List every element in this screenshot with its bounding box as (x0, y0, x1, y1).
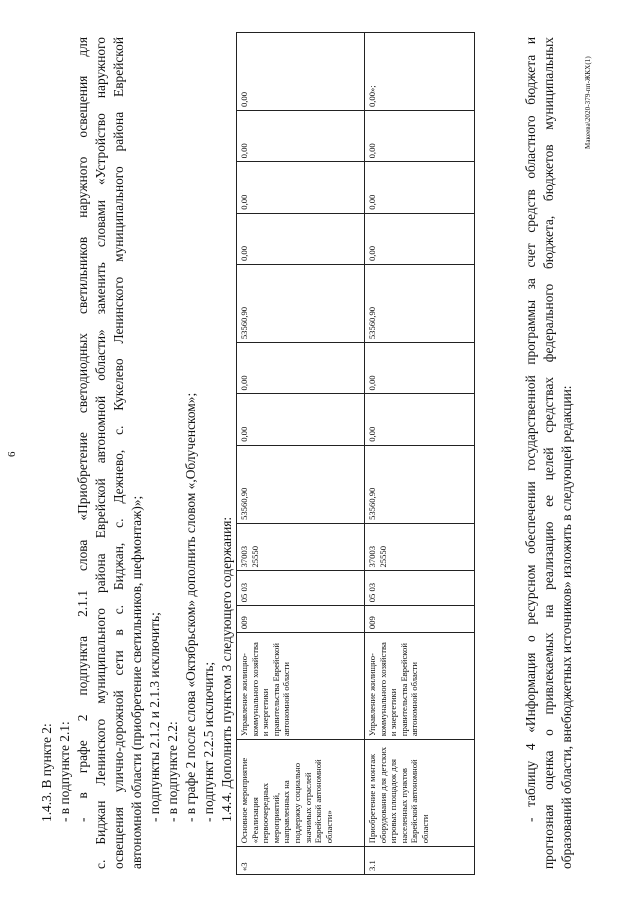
para-table4-line-1: - таблицу 4 «Информация о ресурсном обеспечении государственной программы за счет средств областного бюджета и (523, 37, 538, 822)
cell-csr: 37003 25550 (365, 523, 475, 571)
para-subitem-2-1: - в подпункте 2.1: (57, 721, 72, 822)
para-1-4-3: 1.4.3. В пункте 2: (39, 723, 54, 822)
para-text-line-3: освещения улично-дорожной сети в с. Биджан, с. Дежнево, с. Кукелево Ленинского муниципального района Еврейской (111, 37, 126, 869)
cell-value: 0,00»; (365, 33, 475, 111)
cell-value: 0,00 (365, 343, 475, 394)
cell-grbs: 009 (237, 606, 365, 633)
cell-executor: Управление жилищно-коммунального хозяйства и энергетики правительства Еврейской автономной области (365, 633, 475, 740)
cell-executor: Управление жилищно-коммунального хозяйства и энергетики правительства Еврейской автономной области (237, 633, 365, 740)
cell-value: 0,00 (237, 343, 365, 394)
cell-value: 0,00 (365, 162, 475, 213)
para-subitem-2-2: - в подпункте 2.2: (165, 721, 180, 822)
para-table4-line-3: образований области, внебюджетных источников» изложить в следующей редакции: (559, 385, 574, 869)
footer-doc-id: Макеева\2020-379-пп-ЖКХ(1) (584, 56, 592, 149)
cell-event-name: Основное мероприятие «Реализация первоочередных мероприятий, направленных на поддержку социально значимых отраслей Еврейской автономной области» (237, 740, 365, 847)
para-1-4-4: 1.4.4. Дополнить пунктом 3 следующего содержания: (219, 516, 234, 822)
cell-value: 53560,90 (237, 265, 365, 343)
cell-value: 53560,90 (365, 445, 475, 523)
cell-num: «3 (237, 847, 365, 875)
cell-value: 0,00 (365, 213, 475, 264)
cell-rzpr: 05 03 (365, 571, 475, 606)
cell-grbs: 009 (365, 606, 475, 633)
cell-csr: 37003 25550 (237, 523, 365, 571)
cell-num: 3.1 (365, 847, 475, 875)
para-table4-line-2: прогнозная оценка о привлекаемых на реализацию ее целей средствах федерального бюджета, бюджетов муниципальных (541, 37, 556, 869)
cell-event-name: Приобретение и монтаж оборудования для детских игровых площадок для населенных пунктов Еврейской автономной области (365, 740, 475, 847)
para-text-line-2: с. Биджан Ленинского муниципального района Еврейской автономной области» заменить словами «Устройство наружного (93, 37, 108, 869)
para-text-line-1: - в графе 2 подпункта 2.1.1 слова «Приобретение светодиодных светильников наружного освещения для (75, 37, 90, 822)
cell-value: 0,00 (237, 162, 365, 213)
page-number: 6 (6, 451, 18, 457)
para-text-line-4: автономной области (приобретение светильников, шефмонтаж)»; (129, 495, 144, 869)
cell-value: 0,00 (365, 394, 475, 445)
para-subitem-2-2-5: - подпункт 2.2.5 исключить; (201, 661, 216, 822)
cell-value: 0,00 (365, 111, 475, 162)
cell-value: 0,00 (237, 33, 365, 111)
resource-table (236, 32, 475, 875)
cell-value: 53560,90 (365, 265, 475, 343)
cell-value: 0,00 (237, 394, 365, 445)
cell-value: 0,00 (237, 213, 365, 264)
cell-rzpr: 05 03 (237, 571, 365, 606)
para-column-2-addition: - в графе 2 после слова «Октябрьском» дополнить словом «,Облученском»; (183, 392, 198, 822)
cell-value: 53560,90 (237, 445, 365, 523)
para-subitems-excluded: - подпункты 2.1.2 и 2.1.3 исключить; (147, 612, 162, 822)
table-row (365, 33, 475, 875)
table-row (237, 33, 365, 875)
cell-value: 0,00 (237, 111, 365, 162)
